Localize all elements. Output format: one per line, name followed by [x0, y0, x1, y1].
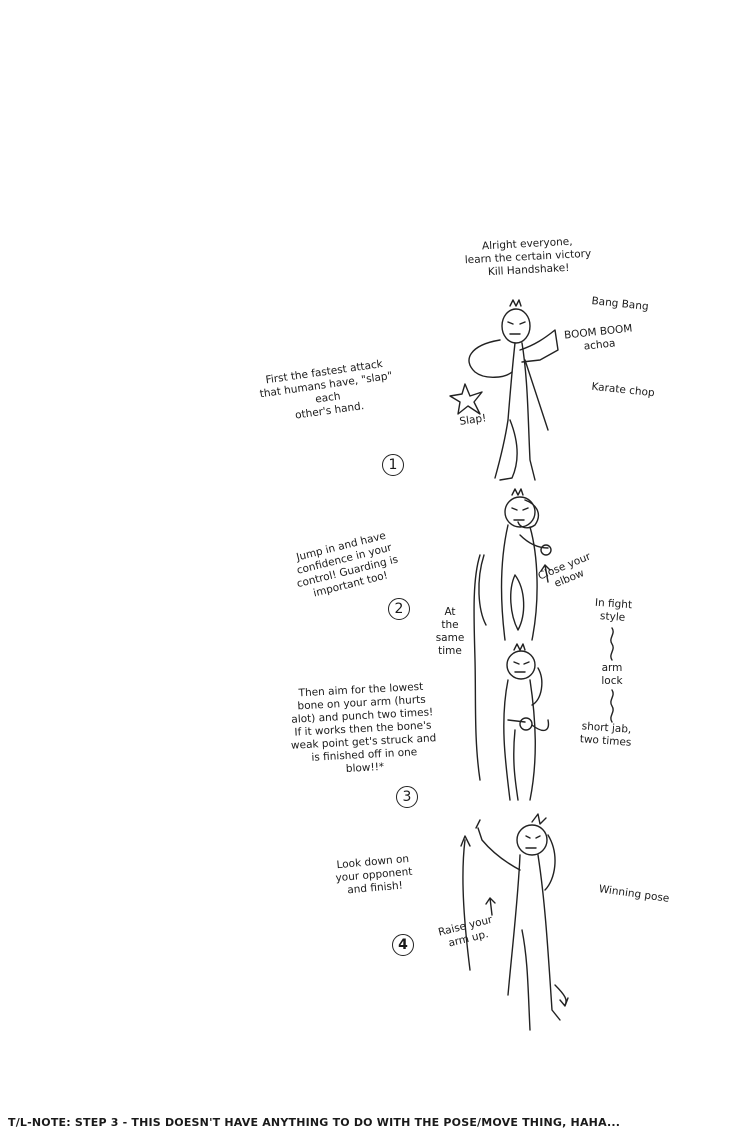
- figure-step-1: [469, 300, 558, 480]
- sfx-boom: BOOM BOOM achoa: [563, 322, 633, 353]
- step-1-text: First the fastest attack that humans have, "slap" each other's hand.: [258, 358, 394, 422]
- figure-step-2: [479, 489, 551, 640]
- intro-caption: Alright everyone, learn the certain victory Kill Handshake!: [464, 235, 592, 279]
- annotation-raise-arm: Raise your arm up.: [437, 913, 494, 950]
- step-3-number: 3: [396, 786, 418, 808]
- step-1-number: 1: [382, 454, 404, 476]
- annotation-short-jab: short jab, two times: [579, 720, 632, 749]
- tl-note: T/L-NOTE: STEP 3 - THIS DOESN'T HAVE ANYTHING TO DO WITH THE POSE/MOVE THING, HAHA...: [8, 1116, 621, 1129]
- step-2-number: 2: [388, 598, 410, 620]
- squiggle-1: [611, 628, 613, 660]
- figure-step-3: [504, 644, 549, 800]
- slap-star-icon: [450, 384, 482, 414]
- sfx-karate: Karate chop: [590, 380, 656, 400]
- sfx-bang: Bang Bang: [590, 295, 650, 313]
- sfx-slap: Slap!: [458, 412, 488, 428]
- annotation-winning-pose: Winning pose: [598, 883, 671, 905]
- annotation-infight: In fight style: [594, 596, 633, 624]
- step-2-text: Jump in and have confidence in your control! Guarding is important too!: [295, 529, 400, 600]
- squiggle-2: [611, 690, 613, 722]
- annotation-close-elbow: Close your elbow: [536, 550, 593, 590]
- step-4-number: 4: [392, 934, 414, 956]
- annotation-same-time: At the same time: [435, 606, 465, 657]
- step-4-text: Look down on your opponent and finish!: [335, 852, 413, 897]
- annotation-arm-lock: arm lock: [601, 662, 623, 687]
- step-3-text: Then aim for the lowest bone on your arm (hurts alot) and punch two times! If it works then the bone's weak point get's struck and is finished off in one blow!!*: [290, 680, 437, 775]
